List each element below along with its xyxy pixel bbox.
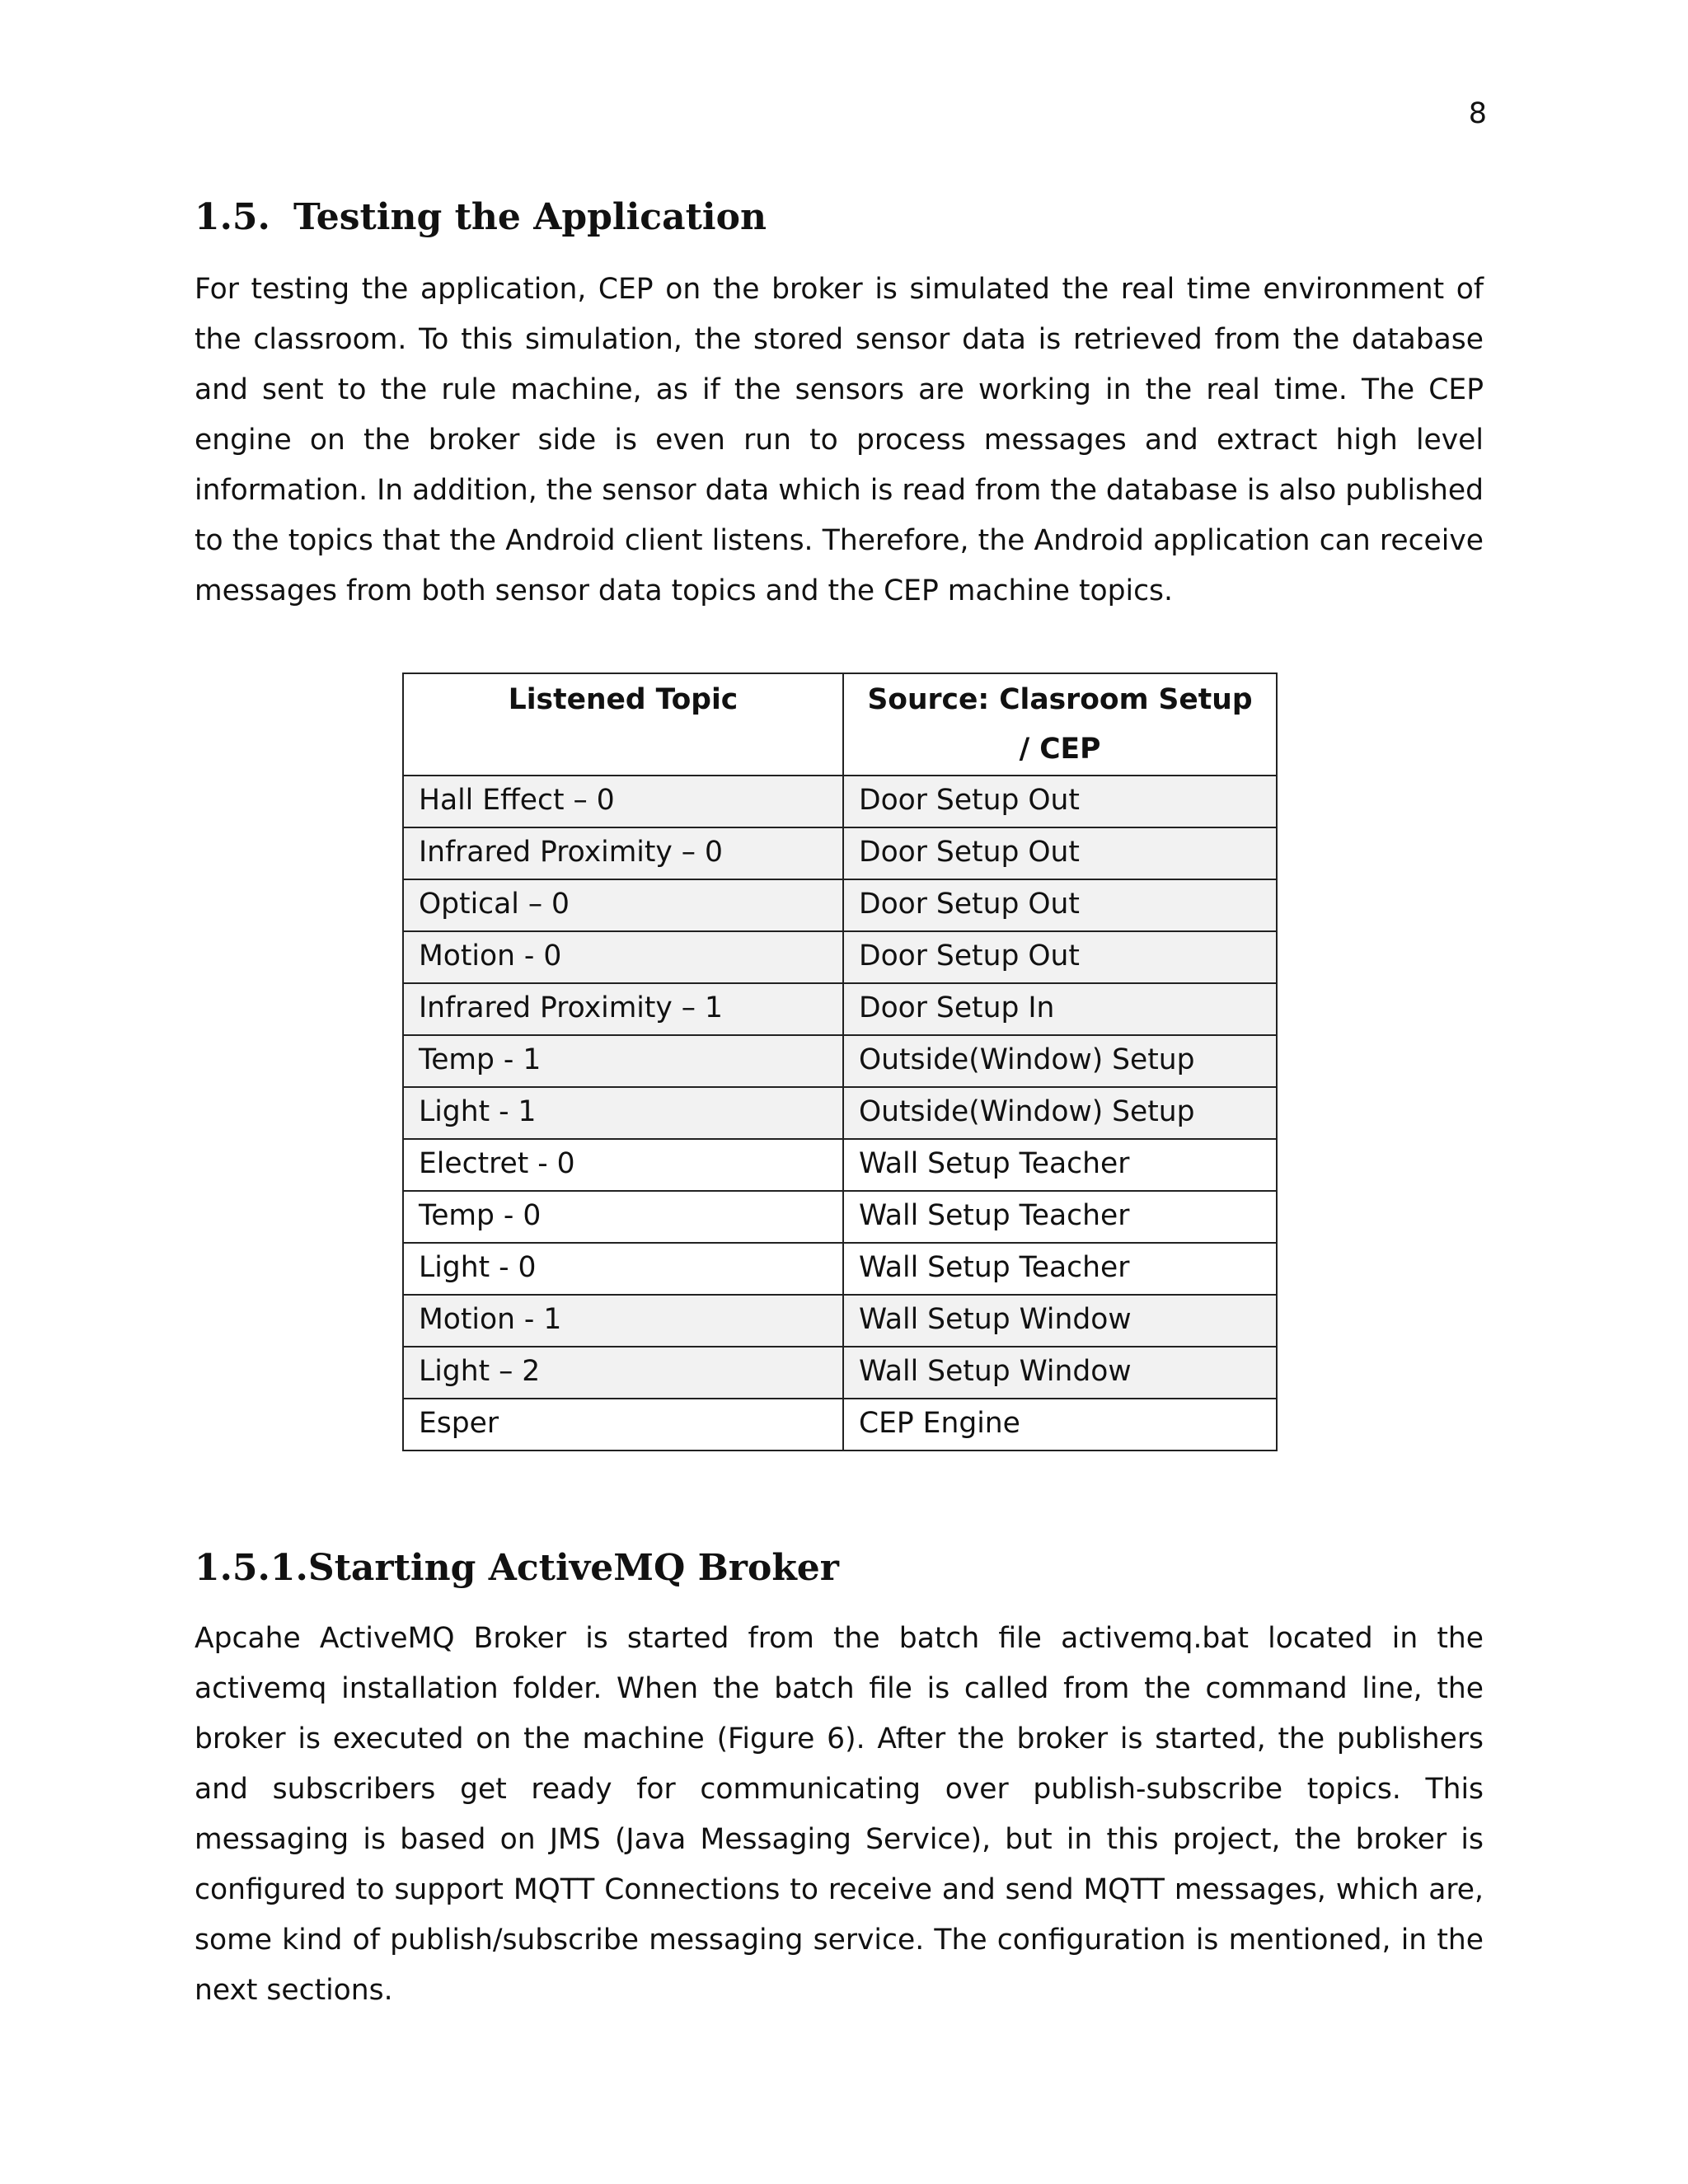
subsection-number: 1.5.1. bbox=[195, 1547, 308, 1589]
section-title: Testing the Application bbox=[293, 196, 767, 238]
subsection-paragraph: Apcahe ActiveMQ Broker is started from the batch file activemq.bat located in the activemq installation folder. When the batch file is called from the command line, the broker is executed on the machine (Figure 6). After the broker is started, the publishers and subscribers get ready for communicating over publish-subscribe topics. This messaging is based on JMS (Java Messaging Service), but in this project, the broker is configured to support MQTT Connections to receive and send MQTT messages, which are, some kind of publish/subscribe messaging service. The configuration is mentioned, in the next sections. bbox=[195, 1622, 1484, 2007]
subsection-title: Starting ActiveMQ Broker bbox=[307, 1547, 839, 1589]
subsection-heading bbox=[195, 1545, 839, 1591]
source-cell: Wall Setup Window bbox=[843, 1347, 1277, 1399]
source-cell: Wall Setup Teacher bbox=[843, 1139, 1277, 1191]
page-number: 8 bbox=[1468, 97, 1487, 130]
source-cell: Wall Setup Teacher bbox=[843, 1191, 1277, 1243]
table-row bbox=[403, 1087, 1277, 1139]
topic-cell: Temp - 1 bbox=[403, 1035, 843, 1087]
source-cell: Door Setup Out bbox=[843, 931, 1277, 983]
source-cell: Wall Setup Window bbox=[843, 1295, 1277, 1347]
topic-cell: Light - 0 bbox=[403, 1243, 843, 1295]
source-cell: Outside(Window) Setup bbox=[843, 1087, 1277, 1139]
source-cell: CEP Engine bbox=[843, 1399, 1277, 1451]
topic-cell: Motion - 1 bbox=[403, 1295, 843, 1347]
topic-cell: Esper bbox=[403, 1399, 843, 1451]
source-cell: Outside(Window) Setup bbox=[843, 1035, 1277, 1087]
table-row bbox=[403, 1035, 1277, 1087]
table-row bbox=[403, 1243, 1277, 1295]
table-header-row bbox=[403, 673, 1277, 776]
topic-cell: Light - 1 bbox=[403, 1087, 843, 1139]
header-listened-topic: Listened Topic bbox=[403, 673, 843, 776]
section-heading bbox=[195, 194, 767, 241]
topic-cell: Electret - 0 bbox=[403, 1139, 843, 1191]
source-cell: Door Setup Out bbox=[843, 879, 1277, 931]
source-cell: Door Setup In bbox=[843, 983, 1277, 1035]
topic-cell: Infrared Proximity – 0 bbox=[403, 827, 843, 879]
section-number: 1.5. bbox=[195, 196, 270, 238]
topic-cell: Infrared Proximity – 1 bbox=[403, 983, 843, 1035]
topic-cell: Optical – 0 bbox=[403, 879, 843, 931]
table-row bbox=[403, 1347, 1277, 1399]
source-cell: Door Setup Out bbox=[843, 776, 1277, 827]
table-row bbox=[403, 1139, 1277, 1191]
table-row bbox=[403, 983, 1277, 1035]
topic-cell: Motion - 0 bbox=[403, 931, 843, 983]
listened-topics-table bbox=[402, 673, 1278, 1451]
table-row bbox=[403, 1295, 1277, 1347]
table-row bbox=[403, 827, 1277, 879]
table-row bbox=[403, 1191, 1277, 1243]
table-row bbox=[403, 776, 1277, 827]
table-row bbox=[403, 931, 1277, 983]
table-row bbox=[403, 1399, 1277, 1451]
source-cell: Wall Setup Teacher bbox=[843, 1243, 1277, 1295]
topic-cell: Light – 2 bbox=[403, 1347, 843, 1399]
section-paragraph: For testing the application, CEP on the broker is simulated the real time environment of the classroom. To this simulation, the stored sensor data is retrieved from the database and sent to the rule machine, as if the sensors are working in the real time. The CEP engine on the broker side is even run to process messages and extract high level information. In addition, the sensor data which is read from the database is also published to the topics that the Android client listens. Therefore, the Android application can receive messages from both sensor data topics and the CEP machine topics. bbox=[195, 273, 1484, 607]
topic-cell: Temp - 0 bbox=[403, 1191, 843, 1243]
topic-cell: Hall Effect – 0 bbox=[403, 776, 843, 827]
table-row bbox=[403, 879, 1277, 931]
source-cell: Door Setup Out bbox=[843, 827, 1277, 879]
header-source: Source: Clasroom Setup / CEP bbox=[843, 673, 1277, 776]
